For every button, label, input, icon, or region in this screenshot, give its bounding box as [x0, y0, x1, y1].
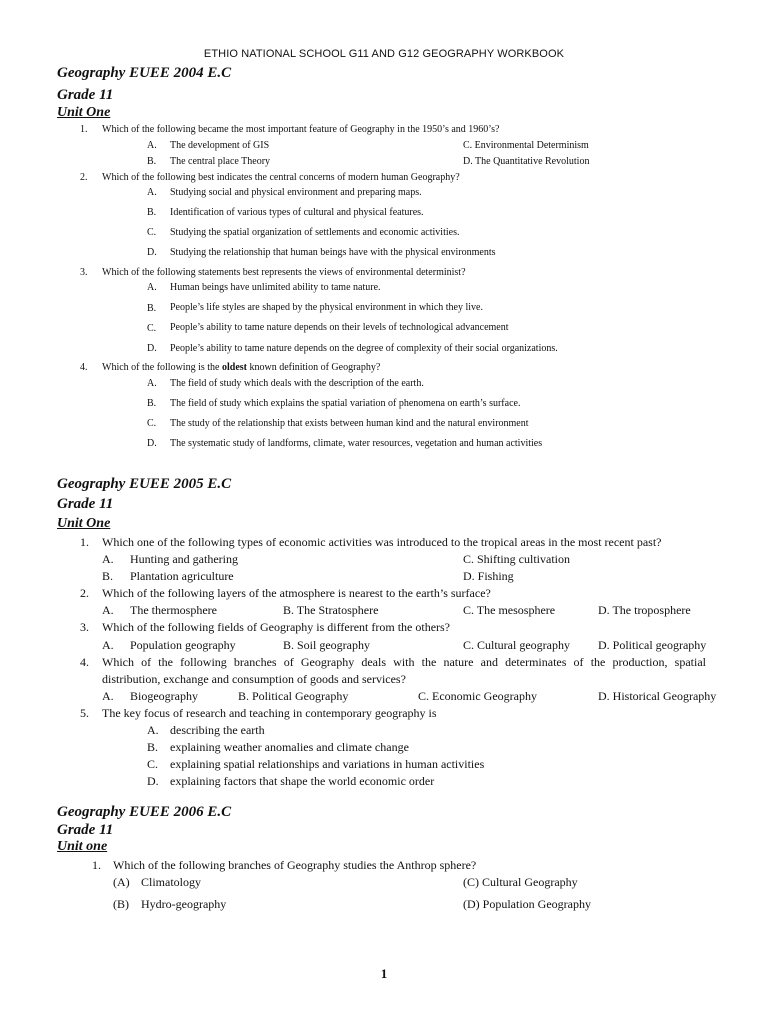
option-text: People’s ability to tame nature depends on the degree of complexity of their social organizations.	[170, 343, 558, 354]
option-letter: C.	[147, 757, 159, 771]
question-text: Which of the following branches of Geography deals with the nature and determinates of the production, spatial	[102, 655, 706, 669]
grade-heading: Grade 11	[57, 496, 114, 512]
question-number: 1.	[92, 858, 101, 872]
option-letter: B.	[147, 740, 159, 754]
option-text: B. Political Geography	[238, 689, 349, 703]
option-letter: A.	[147, 282, 157, 293]
option-text: The study of the relationship that exists between human kind and the natural environment	[170, 418, 529, 429]
option-text: Human beings have unlimited ability to tame nature.	[170, 282, 381, 293]
question-text: Which of the following became the most important feature of Geography in the 1950’s and 1960’s?	[102, 124, 500, 135]
option-text: B. The Stratosphere	[283, 603, 379, 617]
option-text: The thermosphere	[130, 603, 217, 617]
option-text: Studying the spatial organization of settlements and economic activities.	[170, 227, 460, 238]
section-title: Geography EUEE 2004 E.C	[57, 65, 232, 81]
option-text: D. Historical Geography	[598, 689, 717, 703]
question-text: Which of the following fields of Geography is different from the others?	[102, 620, 451, 634]
question-number: 2.	[80, 586, 89, 600]
question-number: 3.	[80, 267, 88, 278]
option-letter: A.	[147, 187, 157, 198]
option-text: C. The mesosphere	[463, 603, 556, 617]
question-number: 4.	[80, 362, 88, 373]
option-text: explaining factors that shape the world economic order	[170, 774, 435, 788]
option-text: C. Economic Geography	[418, 689, 537, 703]
option-text: The development of GIS	[170, 140, 270, 151]
question-number: 3.	[80, 620, 89, 634]
option-text: D. Political geography	[598, 638, 707, 652]
option-text: Biogeography	[130, 689, 198, 703]
option-text: describing the earth	[170, 723, 265, 737]
unit-heading: Unit One	[57, 105, 111, 120]
option-text: Climatology	[141, 875, 201, 889]
option-text: The systematic study of landforms, climate, water resources, vegetation and human activities	[170, 438, 543, 449]
option-letter: A.	[147, 140, 157, 151]
question-number: 1.	[80, 535, 89, 549]
option-text: D. Fishing	[463, 569, 514, 583]
option-text: Studying the relationship that human beings have with the physical environments	[170, 247, 496, 258]
option-letter: B.	[147, 303, 157, 314]
question-text: Which of the following best indicates the central concerns of modern human Geography?	[102, 172, 460, 183]
option-letter: B.	[147, 207, 157, 218]
question-text-continued: distribution, exchange and consumption of goods and services?	[102, 672, 406, 686]
question-number: 2.	[80, 172, 88, 183]
option-letter: C.	[147, 227, 157, 238]
option-text: D. The troposphere	[598, 603, 691, 617]
option-text: Hydro-geography	[141, 897, 227, 911]
question-text: The key focus of research and teaching in contemporary geography is	[102, 706, 437, 720]
option-letter: (B)	[113, 897, 129, 911]
option-text: Studying social and physical environment and preparing maps.	[170, 187, 422, 198]
question-number: 4.	[80, 655, 89, 669]
question-number: 5.	[80, 706, 89, 720]
question-number: 1.	[80, 124, 88, 135]
question-text: Which one of the following types of economic activities was introduced to the tropical areas in the most recent past?	[102, 535, 662, 549]
option-letter: D.	[147, 774, 159, 788]
option-text: Identification of various types of cultural and physical features.	[170, 207, 424, 218]
question-text: Which of the following branches of Geography studies the Anthrop sphere?	[113, 858, 477, 872]
option-text: The field of study which explains the spatial variation of phenomena on earth’s surface.	[170, 398, 521, 409]
grade-heading: Grade 11	[57, 822, 114, 838]
option-text: explaining weather anomalies and climate change	[170, 740, 409, 754]
option-text: C. Cultural geography	[463, 638, 570, 652]
option-text: People’s ability to tame nature depends on their levels of technological advancement	[170, 322, 509, 333]
option-text: C. Shifting cultivation	[463, 552, 570, 566]
unit-heading: Unit one	[57, 839, 108, 854]
option-text: Hunting and gathering	[130, 552, 238, 566]
option-text: (C) Cultural Geography	[463, 875, 578, 889]
option-letter: C.	[147, 418, 157, 429]
option-letter: C.	[147, 323, 157, 334]
option-text: People’s life styles are shaped by the physical environment in which they live.	[170, 302, 483, 313]
option-text: The field of study which deals with the description of the earth.	[170, 378, 424, 389]
option-letter: (A)	[113, 875, 130, 889]
option-text: (D) Population Geography	[463, 897, 591, 911]
section-title: Geography EUEE 2006 E.C	[57, 804, 232, 820]
option-letter: A.	[102, 552, 114, 566]
document-header: ETHIO NATIONAL SCHOOL G11 AND G12 GEOGRAPHY WORKBOOK	[203, 48, 565, 60]
option-letter: B.	[102, 569, 114, 583]
question-text: Which of the following statements best represents the views of environmental determinist?	[102, 267, 466, 278]
option-letter: D.	[147, 438, 157, 449]
question-text: Which of the following layers of the atmosphere is nearest to the earth’s surface?	[102, 586, 491, 600]
page-number: 1	[380, 966, 388, 981]
option-letter: A.	[102, 689, 114, 703]
option-letter: D.	[147, 343, 157, 354]
option-letter: D.	[147, 247, 157, 258]
option-text: explaining spatial relationships and variations in human activities	[170, 757, 485, 771]
option-text: Population geography	[130, 638, 236, 652]
option-letter: B.	[147, 398, 157, 409]
option-letter: A.	[147, 378, 157, 389]
unit-heading: Unit One	[57, 516, 111, 531]
option-text: Plantation agriculture	[130, 569, 234, 583]
option-letter: A.	[102, 638, 114, 652]
option-letter: A.	[147, 723, 159, 737]
option-text: D. The Quantitative Revolution	[463, 156, 590, 167]
option-text: C. Environmental Determinism	[463, 140, 589, 151]
option-letter: B.	[147, 156, 157, 167]
option-text: B. Soil geography	[283, 638, 370, 652]
option-text: The central place Theory	[170, 156, 271, 167]
grade-heading: Grade 11	[57, 87, 114, 103]
section-title: Geography EUEE 2005 E.C	[57, 476, 232, 492]
question-text: Which of the following is the oldest known definition of Geography?	[102, 362, 381, 373]
option-letter: A.	[102, 603, 114, 617]
